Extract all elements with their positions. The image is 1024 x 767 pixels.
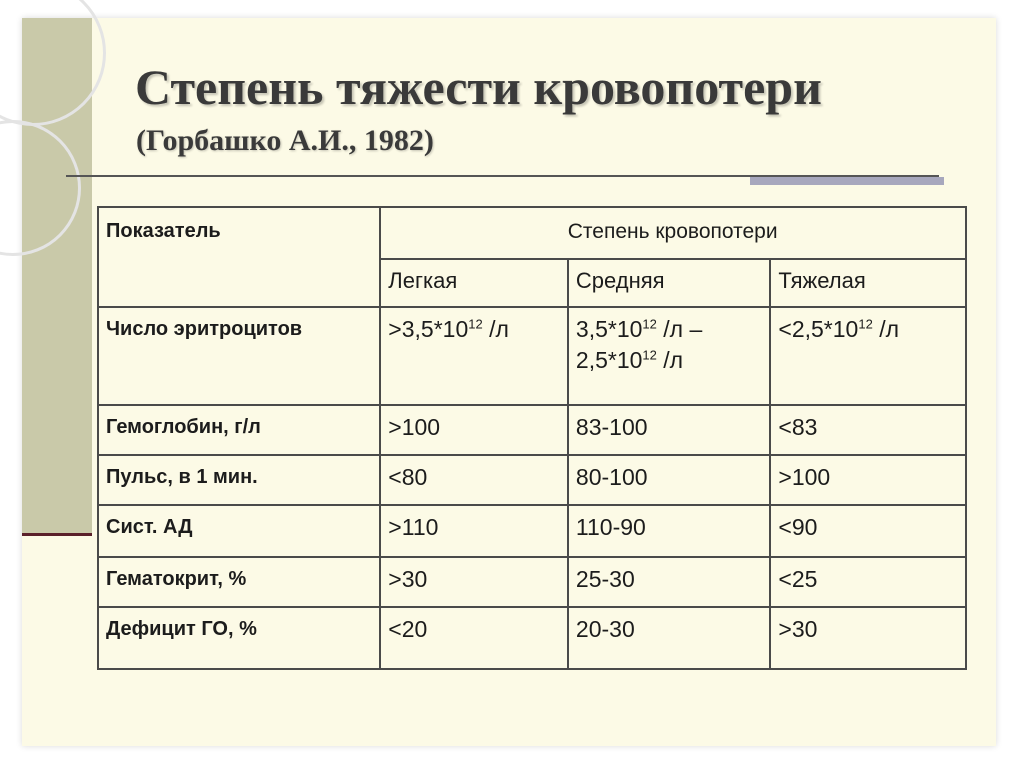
exponent: 12 [642,316,657,332]
left-decor-band-edge [22,533,92,536]
cell-blood-volume-deficit-severe: >30 [770,607,966,669]
cell-erythrocytes-severe [770,307,966,405]
cell-systolic-bp-severe: <90 [770,505,966,557]
cell-erythrocytes-light [380,307,568,405]
cell-erythrocytes-medium [568,307,771,405]
cell-systolic-bp-light: >110 [380,505,568,557]
value-unit: /л – [656,316,703,342]
value-prefix: <2,5*10 [778,316,859,342]
value-unit: /л [872,316,900,342]
cell-hematocrit-severe: <25 [770,557,966,607]
level-medium-header: Средняя [568,259,771,307]
row-label-pulse: Пульс, в 1 мин. [98,455,380,505]
exponent: 12 [642,347,657,363]
cell-blood-volume-deficit-light: <20 [380,607,568,669]
cell-hemoglobin-light: >100 [380,405,568,455]
cell-hemoglobin-severe: <83 [770,405,966,455]
value-prefix: 2,5*10 [575,347,643,374]
table-row [98,307,966,405]
level-severe-header: Тяжелая [770,259,966,307]
table-row [98,505,966,557]
row-label-hematocrit: Гематокрит, % [98,557,380,607]
cell-pulse-severe: >100 [770,455,966,505]
exponent: 12 [858,316,873,332]
row-label-systolic-bp: Сист. АД [98,505,380,557]
row-label-erythrocytes: Число эритроцитов [98,307,380,405]
slide-subtitle: (Горбашко А.И., 1982) [136,124,434,157]
table-header-row [98,207,966,259]
row-label-blood-volume-deficit: Дефицит ГО, % [98,607,380,669]
cell-hematocrit-medium: 25-30 [568,557,771,607]
severity-group-header: Степень кровопотери [380,207,966,259]
value-unit: /л [482,316,509,342]
cell-pulse-light: <80 [380,455,568,505]
level-light-header: Легкая [380,259,568,307]
cell-hemoglobin-medium: 83-100 [568,405,771,455]
cell-blood-volume-deficit-medium: 20-30 [568,607,771,669]
value-prefix: 3,5*10 [575,316,643,342]
exponent: 12 [468,316,483,332]
indicator-column-header: Показатель [98,207,380,307]
cell-systolic-bp-medium: 110-90 [568,505,771,557]
table-row [98,607,966,669]
cell-pulse-medium: 80-100 [568,455,771,505]
cell-hematocrit-light: >30 [380,557,568,607]
blood-loss-severity-table [97,206,967,670]
value-prefix: >3,5*10 [388,316,469,342]
slide-title: Степень тяжести кровопотери [135,59,822,115]
table-row [98,557,966,607]
row-label-hemoglobin: Гемоглобин, г/л [98,405,380,455]
title-divider-accent-bar [750,177,944,185]
table-row [98,405,966,455]
table-row [98,455,966,505]
value-unit: /л [656,347,684,374]
